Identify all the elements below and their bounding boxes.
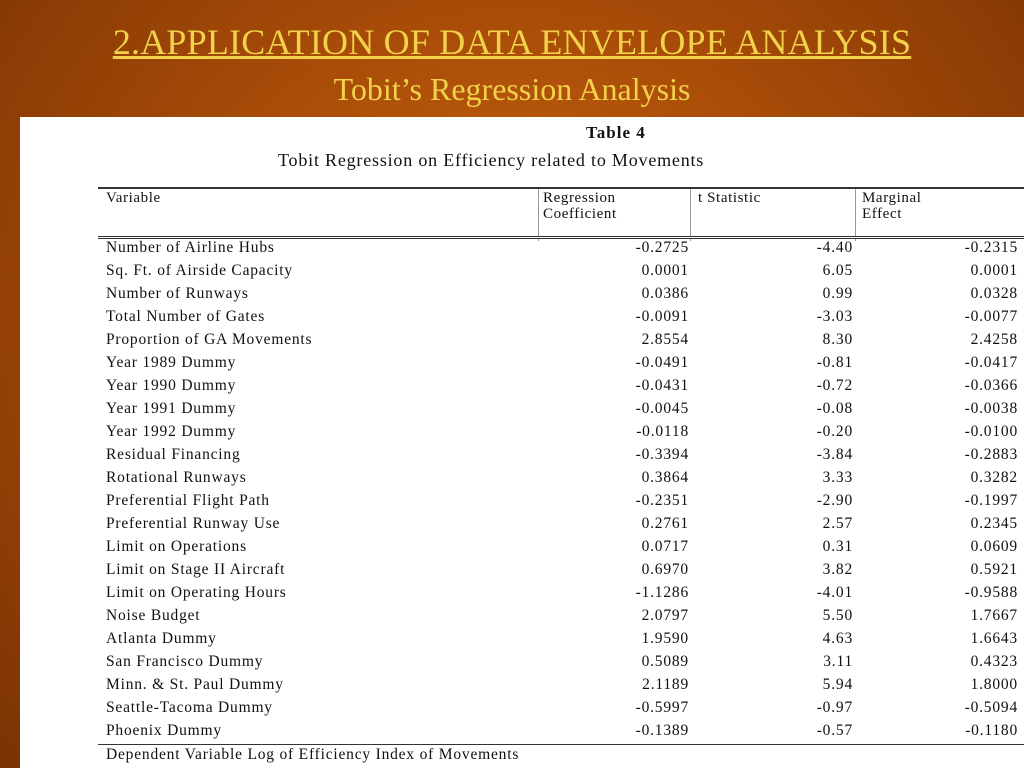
row-coefficient: 2.8554 — [641, 331, 689, 348]
row-t-statistic: 3.11 — [823, 653, 853, 670]
row-t-statistic: 3.33 — [822, 469, 853, 486]
row-coefficient: -0.5997 — [635, 699, 689, 716]
bottom-rule — [98, 744, 1024, 745]
header-coef-line2: Coefficient — [543, 206, 617, 222]
row-marginal-effect: -0.9588 — [964, 584, 1018, 601]
row-t-statistic: 0.31 — [822, 538, 853, 555]
table-panel — [20, 117, 1024, 768]
row-marginal-effect: 0.0609 — [970, 538, 1018, 555]
row-variable: Limit on Operations — [106, 538, 247, 555]
row-variable: Year 1989 Dummy — [106, 354, 237, 371]
table-row — [20, 445, 1024, 468]
row-variable: Seattle-Tacoma Dummy — [106, 699, 273, 716]
row-t-statistic: 5.50 — [822, 607, 853, 624]
row-t-statistic: 0.99 — [822, 285, 853, 302]
row-marginal-effect: -0.1997 — [964, 492, 1018, 509]
table-row — [20, 261, 1024, 284]
row-variable: Year 1991 Dummy — [106, 400, 237, 417]
row-variable: Phoenix Dummy — [106, 722, 222, 739]
table-row — [20, 491, 1024, 514]
row-coefficient: -0.1389 — [635, 722, 689, 739]
table-body — [20, 238, 1024, 744]
row-marginal-effect: -0.1180 — [965, 722, 1018, 739]
table-row — [20, 537, 1024, 560]
row-marginal-effect: 0.5921 — [970, 561, 1018, 578]
row-t-statistic: 8.30 — [822, 331, 853, 348]
row-marginal-effect: -0.0417 — [964, 354, 1018, 371]
row-variable: Rotational Runways — [106, 469, 247, 486]
table-row — [20, 238, 1024, 261]
row-marginal-effect: -0.2883 — [964, 446, 1018, 463]
row-marginal-effect: 0.0001 — [970, 262, 1018, 279]
row-variable: Preferential Runway Use — [106, 515, 281, 532]
row-marginal-effect: 0.2345 — [970, 515, 1018, 532]
row-variable: Sq. Ft. of Airside Capacity — [106, 262, 293, 279]
row-t-statistic: -3.84 — [816, 446, 853, 463]
row-marginal-effect: 0.4323 — [970, 653, 1018, 670]
row-t-statistic: -0.20 — [816, 423, 853, 440]
row-marginal-effect: -0.0038 — [964, 400, 1018, 417]
slide-title: 2.APPLICATION OF DATA ENVELOPE ANALYSIS — [112, 22, 912, 62]
row-variable: San Francisco Dummy — [106, 653, 264, 670]
row-coefficient: 2.0797 — [641, 607, 689, 624]
row-t-statistic: -0.97 — [816, 699, 853, 716]
row-coefficient: -0.0118 — [636, 423, 689, 440]
header-coef-line1: Regression — [543, 190, 616, 206]
row-coefficient: 0.0717 — [641, 538, 689, 555]
row-coefficient: -0.2351 — [635, 492, 689, 509]
row-coefficient: 0.6970 — [641, 561, 689, 578]
row-t-statistic: 6.05 — [822, 262, 853, 279]
row-coefficient: 1.9590 — [641, 630, 689, 647]
table-row — [20, 629, 1024, 652]
row-coefficient: -0.0091 — [635, 308, 689, 325]
row-t-statistic: 2.57 — [822, 515, 853, 532]
row-t-statistic: -2.90 — [816, 492, 853, 509]
row-marginal-effect: 1.6643 — [970, 630, 1018, 647]
row-marginal-effect: 2.4258 — [970, 331, 1018, 348]
row-t-statistic: -4.40 — [816, 239, 853, 256]
row-variable: Number of Airline Hubs — [106, 239, 275, 256]
row-coefficient: 0.0386 — [641, 285, 689, 302]
header-t-statistic: t Statistic — [698, 190, 761, 206]
row-marginal-effect: 1.7667 — [970, 607, 1018, 624]
table-row — [20, 307, 1024, 330]
table-row — [20, 606, 1024, 629]
header-marginal-effect — [862, 190, 922, 222]
table-row — [20, 330, 1024, 353]
row-coefficient: -0.0491 — [635, 354, 689, 371]
header-me-line1: Marginal — [862, 190, 922, 206]
row-variable: Year 1990 Dummy — [106, 377, 237, 394]
row-coefficient: -0.3394 — [635, 446, 689, 463]
row-variable: Noise Budget — [106, 607, 201, 624]
slide-subtitle: Tobit’s Regression Analysis — [333, 71, 691, 107]
table-row — [20, 514, 1024, 537]
header-variable: Variable — [106, 190, 161, 206]
table-row — [20, 284, 1024, 307]
row-variable: Minn. & St. Paul Dummy — [106, 676, 284, 693]
row-coefficient: -0.0045 — [635, 400, 689, 417]
table-footnote: Dependent Variable Log of Efficiency Index of Movements — [106, 746, 520, 763]
table-row — [20, 583, 1024, 606]
row-coefficient: 0.0001 — [641, 262, 689, 279]
top-rule — [98, 187, 1024, 189]
row-variable: Preferential Flight Path — [106, 492, 270, 509]
row-variable: Total Number of Gates — [106, 308, 266, 325]
row-variable: Proportion of GA Movements — [106, 331, 313, 348]
row-t-statistic: -0.08 — [816, 400, 853, 417]
table-row — [20, 560, 1024, 583]
row-coefficient: 2.1189 — [642, 676, 689, 693]
row-variable: Limit on Operating Hours — [106, 584, 287, 601]
row-marginal-effect: 0.3282 — [970, 469, 1018, 486]
table-title: Table 4 — [586, 123, 646, 142]
table-caption: Tobit Regression on Efficiency related to Movements — [278, 150, 705, 170]
row-variable: Residual Financing — [106, 446, 241, 463]
column-separator — [855, 189, 856, 241]
table-row — [20, 376, 1024, 399]
table-row — [20, 698, 1024, 721]
row-t-statistic: -0.72 — [816, 377, 853, 394]
row-coefficient: -0.0431 — [635, 377, 689, 394]
row-marginal-effect: -0.5094 — [964, 699, 1018, 716]
row-marginal-effect: -0.0366 — [964, 377, 1018, 394]
table-row — [20, 422, 1024, 445]
row-t-statistic: 5.94 — [822, 676, 853, 693]
table-row — [20, 353, 1024, 376]
table-row — [20, 721, 1024, 744]
row-t-statistic: -4.01 — [816, 584, 853, 601]
table-row — [20, 468, 1024, 491]
row-variable: Limit on Stage II Aircraft — [106, 561, 286, 578]
row-t-statistic: -0.81 — [816, 354, 853, 371]
row-coefficient: 0.5089 — [641, 653, 689, 670]
row-t-statistic: 3.82 — [822, 561, 853, 578]
column-separator — [538, 189, 539, 241]
row-variable: Number of Runways — [106, 285, 249, 302]
row-t-statistic: -3.03 — [816, 308, 853, 325]
row-marginal-effect: 0.0328 — [970, 285, 1018, 302]
table-row — [20, 399, 1024, 422]
row-coefficient: -1.1286 — [635, 584, 689, 601]
row-marginal-effect: 1.8000 — [970, 676, 1018, 693]
row-marginal-effect: -0.0100 — [964, 423, 1018, 440]
row-variable: Atlanta Dummy — [106, 630, 217, 647]
row-t-statistic: -0.57 — [816, 722, 853, 739]
row-coefficient: 0.3864 — [641, 469, 689, 486]
table-row — [20, 675, 1024, 698]
row-coefficient: -0.2725 — [635, 239, 689, 256]
column-separator — [690, 189, 691, 241]
header-me-line2: Effect — [862, 206, 902, 222]
row-variable: Year 1992 Dummy — [106, 423, 237, 440]
table-row — [20, 652, 1024, 675]
row-t-statistic: 4.63 — [822, 630, 853, 647]
row-marginal-effect: -0.2315 — [964, 239, 1018, 256]
row-coefficient: 0.2761 — [641, 515, 689, 532]
header-regression-coefficient — [543, 190, 617, 222]
row-marginal-effect: -0.0077 — [964, 308, 1018, 325]
